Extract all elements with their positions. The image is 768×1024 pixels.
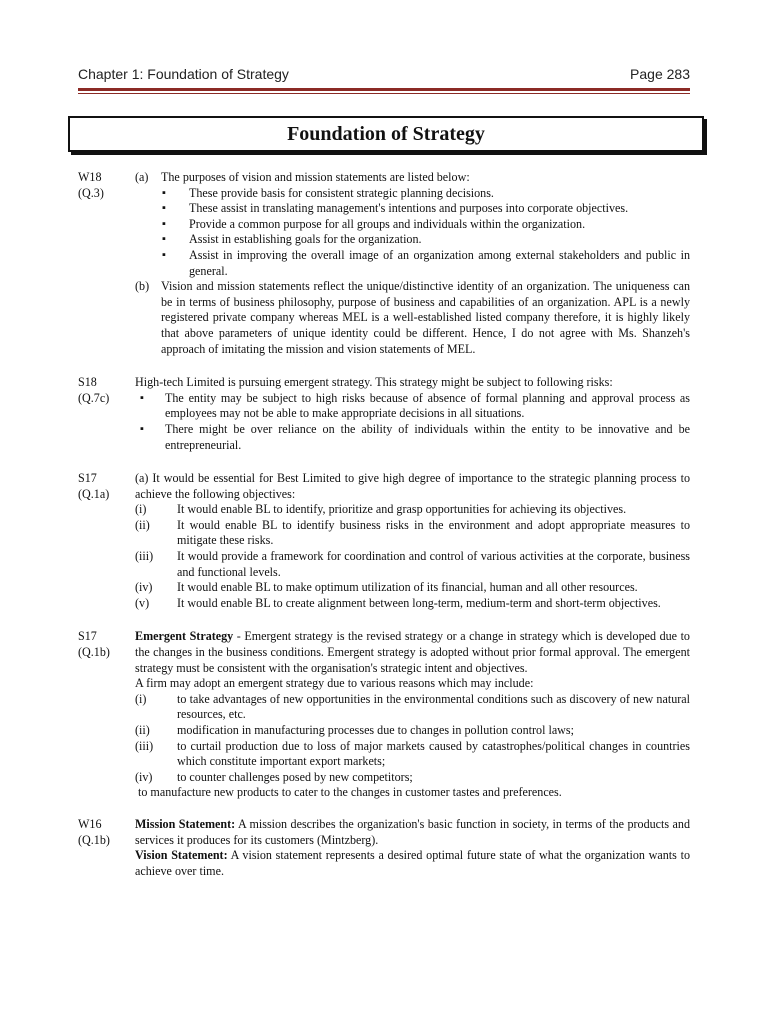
list-item: (ii) modification in manufacturing processes due to changes in pollution control laws; (135, 723, 574, 737)
list-item: (i) to take advantages of new opportunities in the environmental conditions such as discovery of new natural resources, etc. (135, 691, 690, 722)
reasons-intro: A firm may adopt an emergent strategy due to various reasons which may include: (135, 676, 534, 691)
question-ref: W18 (Q.3) (78, 170, 104, 200)
vision-statement: Vision Statement: A vision statement represents a desired optimal future state of what the organization wants to achieve over time. (135, 848, 690, 878)
part-label-a: (a) (135, 170, 149, 184)
list-item: (v) It would enable BL to create alignment between long-term, medium-term and short-term objectives. (135, 595, 661, 610)
risk-bullet-list (135, 391, 690, 453)
part-b-text: Vision and mission statements reflect the unique/distinctive identity of an organization. The uniqueness can be in terms of business philosophy, purpose of business and capabilities of an organization. APL is a newly registered private company whereas MEL is a well-established listed company therefore, it is highly likely that above parameters of unique identity could be different. Hence, I do not agree with Ms. Shanzeh's approach of imitating the mission and vision statements of MEL. (161, 279, 690, 356)
part-label-b: (b) (135, 279, 150, 294)
mission-statement: Mission Statement: A mission describes the organization's basic function in society, in terms of the products and services it produces for its customers (Mintzberg). (135, 816, 690, 847)
term-label: Mission Statement: (135, 816, 236, 831)
section-s18 (78, 375, 690, 453)
header-rule-thick (78, 88, 690, 91)
list-item: ▪ These provide basis for consistent strategic planning decisions. (135, 186, 690, 202)
question-ref: W16 (Q.1b) (78, 816, 110, 847)
page-number: Page 283 (630, 66, 690, 82)
list-item: (iii) to curtail production due to loss of major markets caused by catastrophes/political changes in countries which constitute important export markets; (135, 738, 690, 769)
list-item: (iv) to counter challenges posed by new competitors; (135, 769, 413, 784)
list-item: (iv) It would enable BL to make optimum utilization of its financial, human and all other resources. (135, 580, 638, 595)
list-item: ▪ Assist in establishing goals for the organization. (135, 232, 690, 248)
question-ref: S17 (Q.1b) (78, 629, 110, 660)
page-title: Foundation of Strategy (68, 116, 704, 152)
question-ref: S17 (Q.1a) (78, 471, 110, 501)
section-w16 (78, 817, 690, 879)
list-item: ▪ Provide a common purpose for all groups and individuals within the organization. (135, 217, 690, 233)
list-item: ▪ The entity may be subject to high risks because of absence of formal planning and approval process as employees may not be able to make appropriate decisions in all situations. (135, 391, 690, 422)
list-item: to manufacture new products to cater to the changes in customer tastes and preferences. (138, 785, 562, 800)
part-a-intro: The purposes of vision and mission statements are listed below: (161, 170, 470, 184)
section-w18 (78, 170, 690, 357)
term-label: Emergent Strategy (135, 629, 234, 644)
document-content (78, 170, 690, 897)
list-item: (ii) It would enable BL to identify business risks in the environment and adopt appropriate measures to mitigate these risks. (135, 517, 690, 548)
page-header (78, 66, 690, 82)
objectives-intro: (a) It would be essential for Best Limited to give high degree of importance to the strategic planning process to achieve the following objectives: (135, 471, 690, 501)
list-item: (i) It would enable BL to identify, prioritize and grasp opportunities for achieving its objectives. (135, 502, 627, 517)
section-s17-1b (78, 629, 690, 801)
purpose-bullet-list (135, 186, 690, 280)
list-item: ▪ Assist in improving the overall image of an organization among external stakeholders and public in general. (135, 248, 690, 279)
term-label: Vision Statement: (135, 848, 228, 863)
chapter-title: Chapter 1: Foundation of Strategy (78, 66, 289, 82)
question-ref: S18 (Q.7c) (78, 375, 110, 405)
section-s17-1a (78, 471, 690, 611)
list-item: ▪ These assist in translating management's intentions and purposes into corporate objectives. (135, 201, 690, 217)
risk-intro: High-tech Limited is pursuing emergent strategy. This strategy might be subject to following risks: (135, 375, 613, 390)
emergent-strategy-definition: Emergent Strategy - Emergent strategy is the revised strategy or a change in strategy which is developed due to the changes in the business conditions. Emergent strategy is adopted without prior formal approval. The emergent strategy must be consistent with the organisation's strategic intent and objectives. (135, 629, 690, 675)
list-item: ▪ There might be over reliance on the ability of individuals within the entity to be innovative and be entrepreneurial. (135, 422, 690, 453)
header-rule-thin (78, 93, 690, 94)
list-item: (iii) It would provide a framework for coordination and control of various activities at the corporate, business and functional levels. (135, 549, 690, 579)
